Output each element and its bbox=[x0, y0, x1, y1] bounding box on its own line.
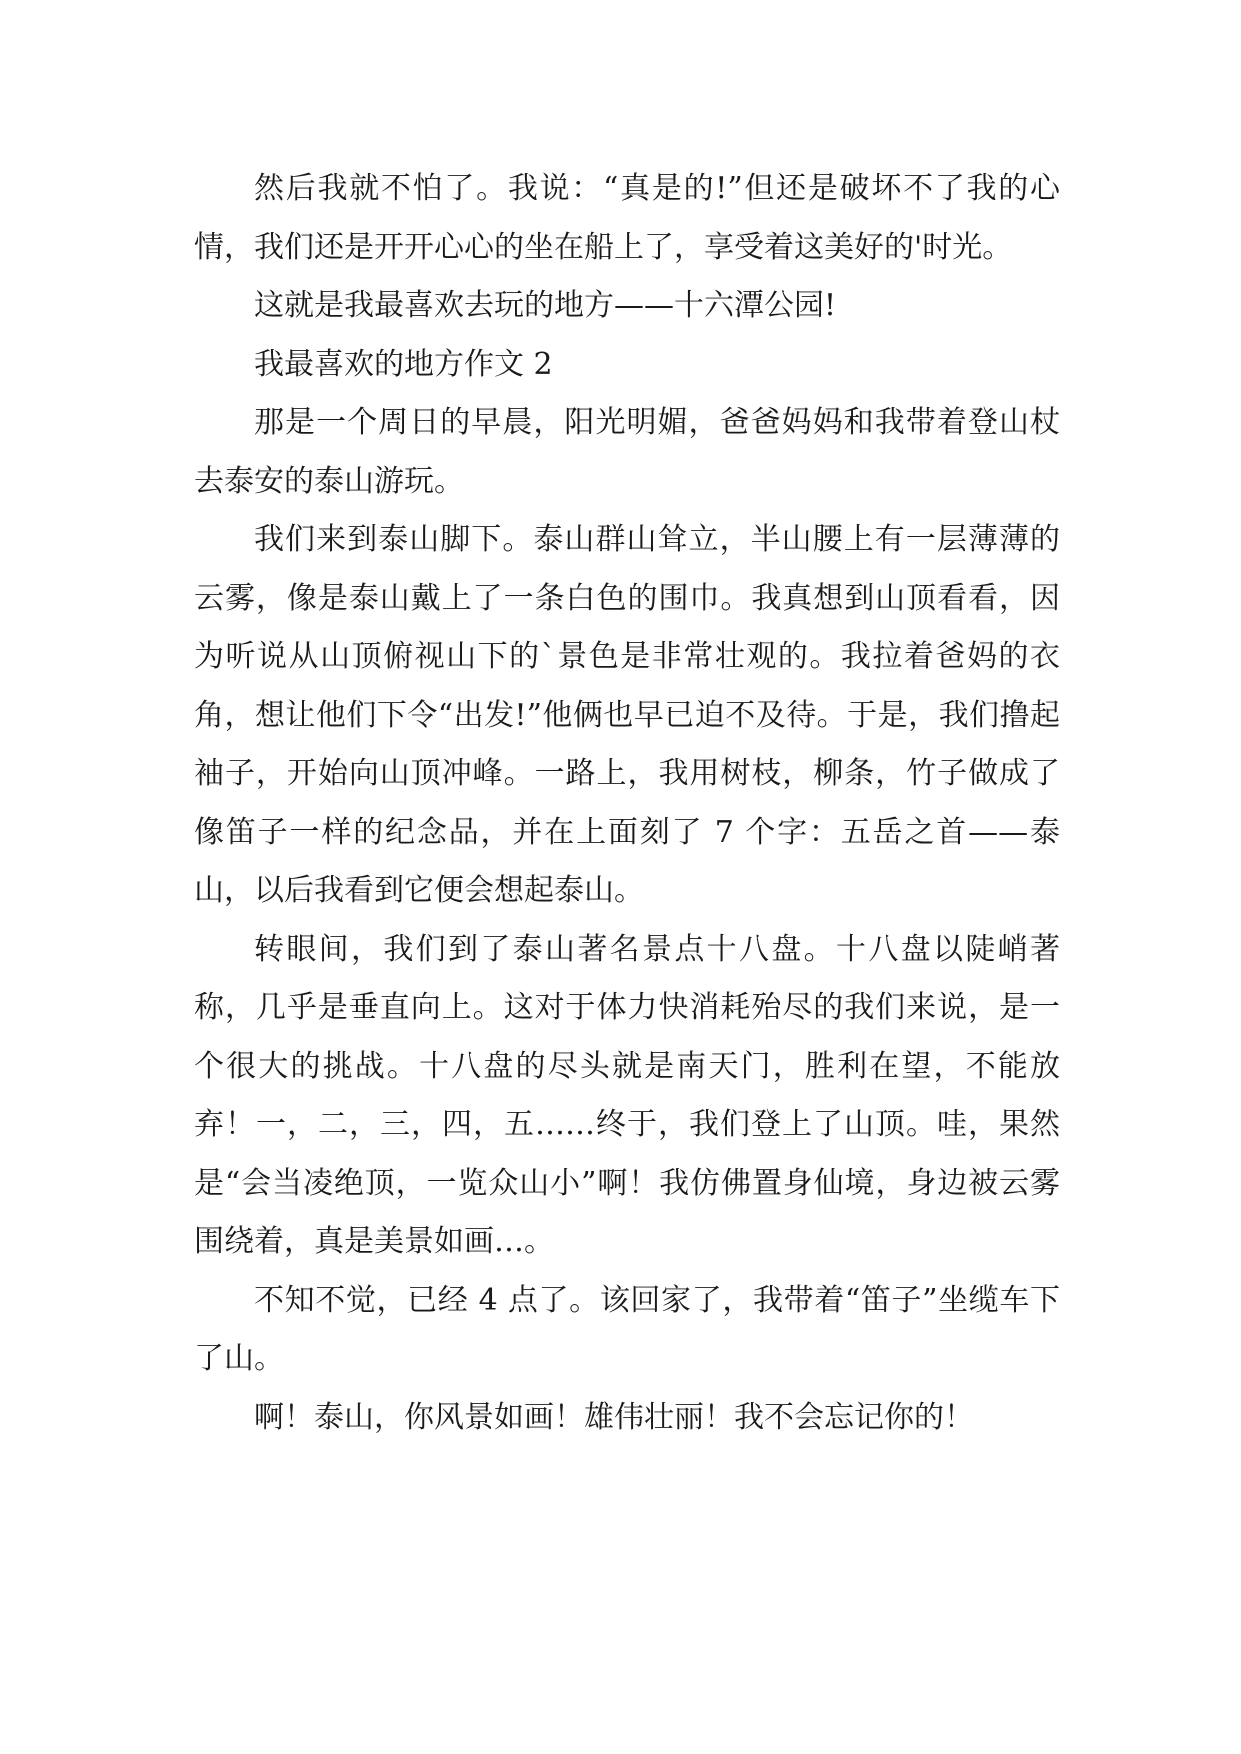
paragraph-7: 啊！泰山，你风景如画！雄伟壮丽！我不会忘记你的！ bbox=[254, 1399, 974, 1435]
paragraph-2: 这就是我最喜欢去玩的地方——十六潭公园! bbox=[254, 288, 837, 323]
paragraph-6: 不知不觉，已经 4 点了。该回家了，我带着“笛子”坐缆车下了山。 bbox=[194, 1282, 1060, 1376]
paragraph-3: 那是一个周日的早晨，阳光明媚，爸爸妈妈和我带着登山杖去泰安的泰山游玩。 bbox=[194, 405, 1060, 499]
essay-text bbox=[194, 160, 1060, 1447]
paragraph-4: 我们来到泰山脚下。泰山群山耸立，半山腰上有一层薄薄的云雾，像是泰山戴上了一条白色的围巾。我真想到山顶看看，因为听说从山顶俯视山下的`景色是非常壮观的。我拉着爸妈的衣角，想让他们下令“出发!”他俩也早已迫不及待。于是，我们撸起袖子，开始向山顶冲峰。一路上，我用树枝，柳条，竹子做成了像笛子一样的纪念品，并在上面刻了 7 个字：五岳之首——泰山，以后我看到它便会想起泰山。 bbox=[194, 522, 1060, 908]
paragraph-1: 然后我就不怕了。我说：“真是的!”但还是破坏不了我的心情，我们还是开开心心的坐在船上了，享受着这美好的'时光。 bbox=[194, 171, 1060, 265]
paragraph-5: 转眼间，我们到了泰山著名景点十八盘。十八盘以陡峭著称，几乎是垂直向上。这对于体力快消耗殆尽的我们来说，是一个很大的挑战。十八盘的尽头就是南天门，胜利在望，不能放弃！一，二，三，四，五……终于，我们登上了山顶。哇，果然是“会当凌绝顶，一览众山小”啊！我仿佛置身仙境，身边被云雾围绕着，真是美景如画…。 bbox=[194, 931, 1060, 1259]
essay-heading: 我最喜欢的地方作文 2 bbox=[254, 346, 553, 382]
